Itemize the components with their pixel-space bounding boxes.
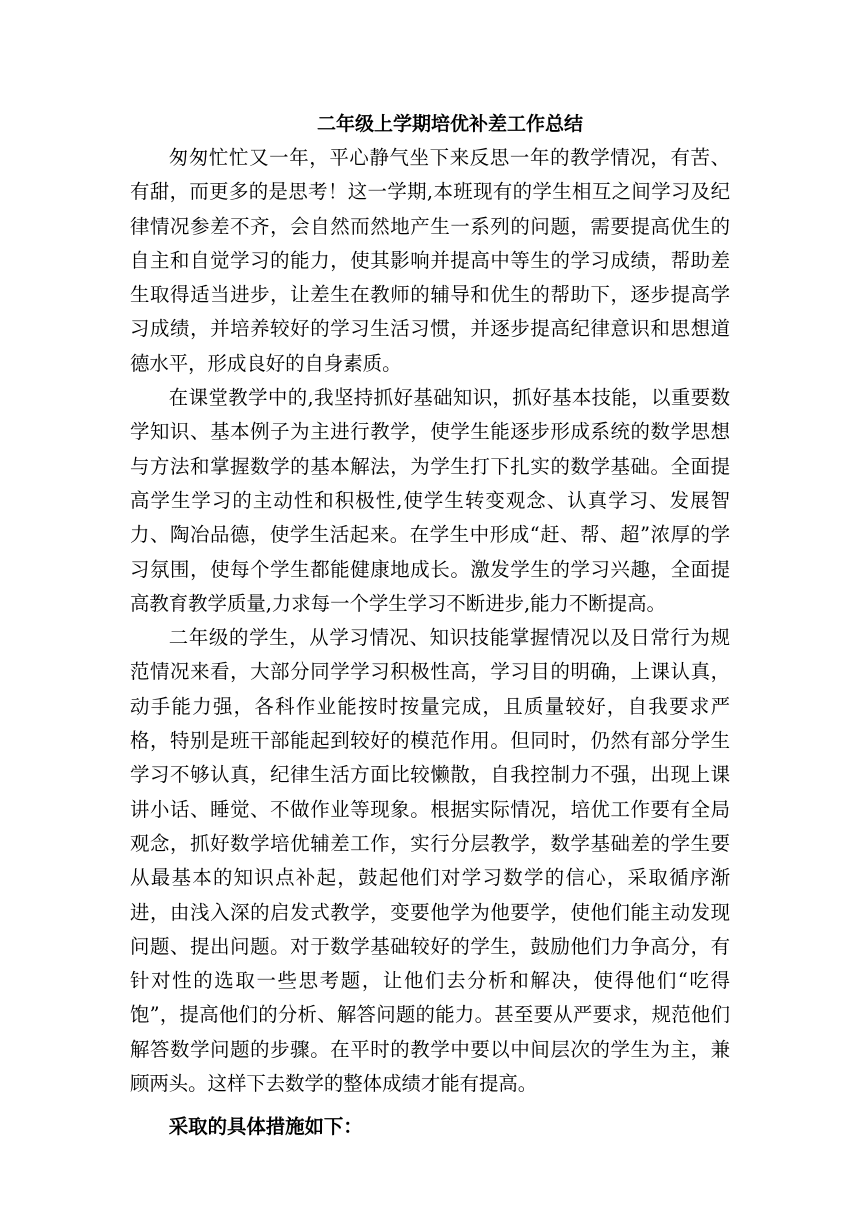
paragraph-classroom-teaching: 在课堂教学中的,我坚持抓好基础知识，抓好基本技能，以重要数学知识、基本例子为主进行教学，使学生能逐步形成系统的数学思想与方法和掌握数学的基本解法，为学生打下扎实的数学基础。全面提高学生学习的主动性和积极性,使学生转变观念、认真学习、发展智力、陶冶品德，使学生活起来。在学生中形成“赶、帮、超”浓厚的学习氛围，使每个学生都能健康地成长。激发学生的学习兴趣，全面提高教育教学质量,力求每一个学生学习不断进步,能力不断提高。 xyxy=(130,386,730,615)
measures-subheading: 采取的具体措施如下： xyxy=(168,1115,363,1139)
paragraph-reflection: 匆匆忙忙又一年，平心静气坐下来反思一年的教学情况，有苦、有甜，而更多的是思考！这一学期,本班现有的学生相互之间学习及纪律情况参差不齐，会自然而然地产生一系列的问题，需要提高优生的自主和自觉学习的能力，使其影响并提高中等生的学习成绩，帮助差生取得适当进步，让差生在教师的辅导和优生的帮助下，逐步提高学习成绩，并培养较好的学习生活习惯，并逐步提高纪律意识和思想道德水平，形成良好的自身素质。 xyxy=(130,146,730,375)
paragraph-student-situation: 二年级的学生，从学习情况、知识技能掌握情况以及日常行为规范情况来看，大部分同学学习积极性高，学习目的明确，上课认真，动手能力强，各科作业能按时按量完成，且质量较好，自我要求严格，特别是班干部能起到较好的模范作用。但同时，仍然有部分学生学习不够认真，纪律生活方面比较懒散，自我控制力不强，出现上课讲小话、睡觉、不做作业等现象。根据实际情况，培优工作要有全局观念，抓好数学培优辅差工作，实行分层教学，数学基础差的学生要从最基本的知识点补起，鼓起他们对学习数学的信心，采取循序渐进，由浅入深的启发式教学，变要他学为他要学，使他们能主动发现问题、提出问题。对于数学基础较好的学生，鼓励他们力争高分，有针对性的选取一些思考题，让他们去分析和解决，使得他们“吃得饱”，提高他们的分析、解答问题的能力。甚至要从严要求，规范他们解答数学问题的步骤。在平时的教学中要以中间层次的学生为主，兼顾两头。这样下去数学的整体成绩才能有提高。 xyxy=(130,626,730,1096)
document-page xyxy=(130,108,730,1145)
document-title: 二年级上学期培优补差工作总结 xyxy=(316,113,583,135)
